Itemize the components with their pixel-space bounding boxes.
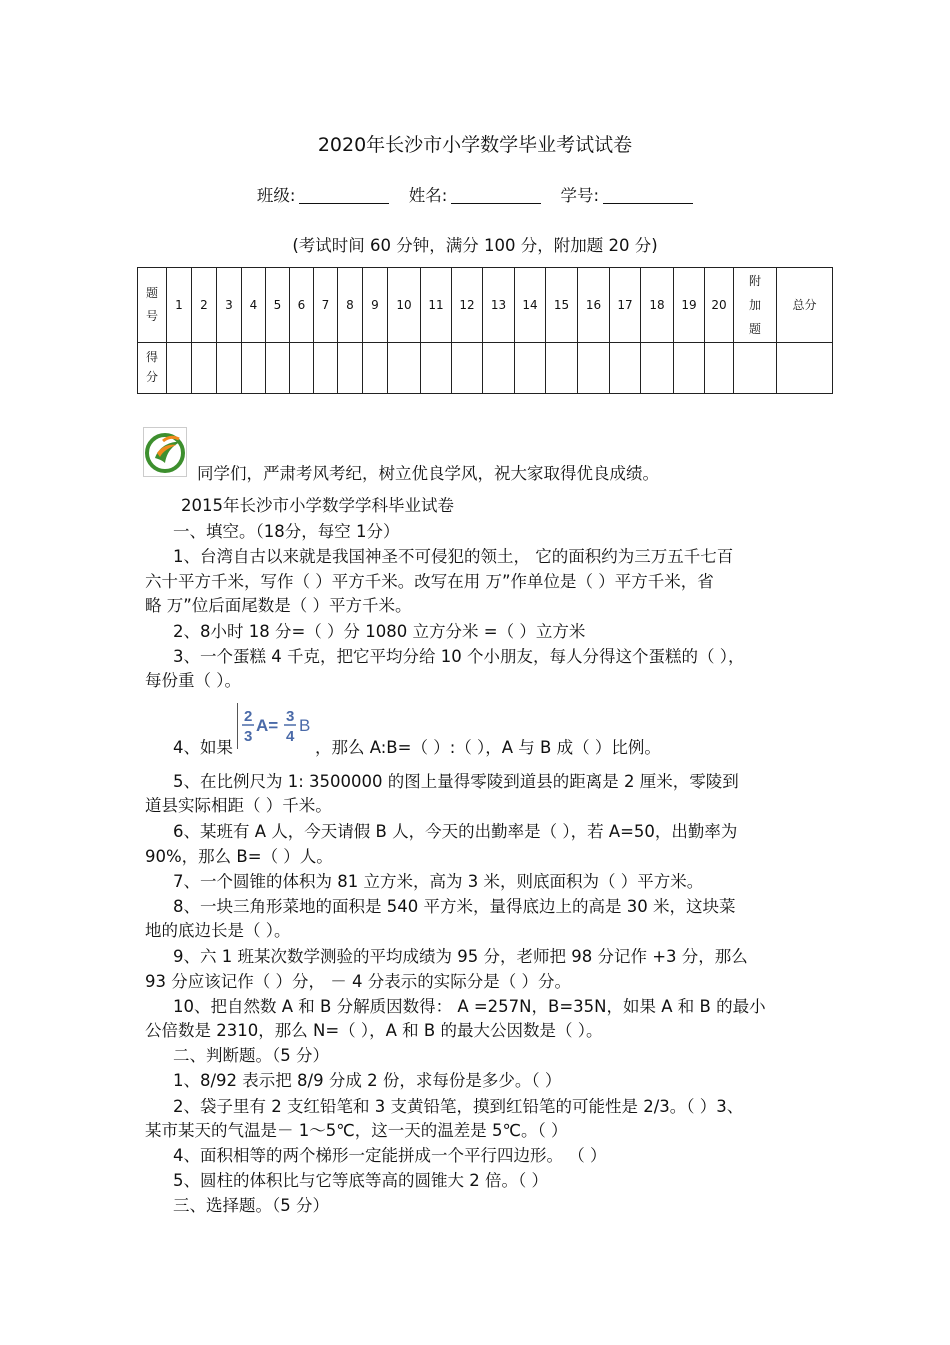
question-1-line-3: 略 万”位后面尾数是（ ）平方千米。 <box>145 596 412 615</box>
question-9-line-2: 93 分应该记作（ ）分， － 4 分表示的实际分是（ ）分。 <box>145 972 571 991</box>
question-4-suffix: ，那么 A:B=（ ）:（ ），A 与 B 成（ ）比例。 <box>315 738 661 757</box>
col-header: 2 <box>192 268 217 343</box>
score-cell[interactable] <box>421 343 452 394</box>
col-header: 11 <box>421 268 452 343</box>
score-cell[interactable] <box>242 343 266 394</box>
question-number-row <box>138 268 833 343</box>
question-1-line-1: 1、台湾自古以来就是我国神圣不可侵犯的领土， 它的面积约为三万五千七百 <box>173 547 734 566</box>
formula-b-variable: B <box>299 716 311 735</box>
sub-title: 2015年长沙市小学数学学科毕业试卷 <box>181 496 454 515</box>
score-cell[interactable] <box>452 343 483 394</box>
name-label: 姓名: <box>408 186 448 205</box>
col-header: 12 <box>452 268 483 343</box>
col-header: 1 <box>167 268 192 343</box>
formula-a-numerator: 2 <box>244 708 253 725</box>
greeting-text: 同学们，严肃考风考纪，树立优良学风，祝大家取得优良成绩。 <box>197 464 659 483</box>
question-8-line-1: 8、一块三角形菜地的面积是 540 平方米，量得底边上的高是 30 米，这块菜 <box>173 897 736 916</box>
id-label: 学号: <box>560 186 600 205</box>
score-cell[interactable] <box>363 343 388 394</box>
judge-4: 4、面积相等的两个梯形一定能拼成一个平行四边形。 （ ） <box>173 1146 607 1165</box>
formula-b-denominator: 4 <box>286 728 295 745</box>
question-5-line-1: 5、在比例尺为 1: 3500000 的图上量得零陵到道县的距离是 2 厘米，零陵到 <box>173 772 739 791</box>
score-cell[interactable] <box>290 343 314 394</box>
score-cell[interactable] <box>167 343 192 394</box>
score-table <box>137 267 833 394</box>
score-cell[interactable] <box>705 343 734 394</box>
exam-time-info: (考试时间 60 分钟，满分 100 分，附加题 20 分) <box>292 236 658 255</box>
judge-2-line-1: 2、袋子里有 2 支红铅笔和 3 支黄铅笔，摸到红铅笔的可能性是 2/3。（ ）3、 <box>173 1097 744 1116</box>
col-header: 13 <box>483 268 515 343</box>
row-label-score: 得分 <box>138 343 167 394</box>
score-cell-extra[interactable] <box>734 343 777 394</box>
question-6-line-1: 6、某班有 A 人，今天请假 B 人，今天的出勤率是（ ），若 A=50，出勤率为 <box>173 822 738 841</box>
class-label: 班级: <box>256 186 296 205</box>
score-cell[interactable] <box>217 343 242 394</box>
score-cell[interactable] <box>546 343 578 394</box>
score-cell[interactable] <box>674 343 705 394</box>
score-cell[interactable] <box>578 343 610 394</box>
score-cell[interactable] <box>266 343 290 394</box>
question-4-prefix: 4、如果 <box>173 738 233 757</box>
question-1-line-2: 六十平方千米，写作（ ）平方千米。改写在用 万”作单位是（ ）平方千米，省 <box>145 572 714 591</box>
name-blank[interactable] <box>451 187 541 204</box>
section-3-heading: 三、选择题。（5 分） <box>173 1196 329 1215</box>
col-header: 16 <box>578 268 610 343</box>
col-header-extra: 附加题 <box>734 268 777 343</box>
row-label-question-number: 题号 <box>138 268 167 343</box>
col-header: 19 <box>674 268 705 343</box>
col-header: 18 <box>641 268 674 343</box>
question-9-line-1: 9、六 1 班某次数学测验的平均成绩为 95 分，老师把 98 分记作 +3 分，那么 <box>173 947 748 966</box>
judge-5: 5、圆柱的体积比与它等底等高的圆锥大 2 倍。（ ） <box>173 1171 548 1190</box>
question-10-line-1: 10、把自然数 A 和 B 分解质因数得： A =257N，B=35N，如果 A 和 B 的最小 <box>173 997 766 1016</box>
section-1-heading: 一、填空。（18分，每空 1分） <box>173 522 400 541</box>
formula-a-variable: A= <box>256 716 279 735</box>
score-cell[interactable] <box>641 343 674 394</box>
col-header: 20 <box>705 268 734 343</box>
student-info-row <box>0 182 950 206</box>
score-cell[interactable] <box>610 343 641 394</box>
col-header: 5 <box>266 268 290 343</box>
score-cell[interactable] <box>388 343 421 394</box>
formula-b-numerator: 3 <box>286 708 295 725</box>
col-header-total: 总分 <box>777 268 833 343</box>
col-header: 3 <box>217 268 242 343</box>
question-2: 2、8小时 18 分=（ ）分 1080 立方分米 =（ ）立方米 <box>173 622 586 641</box>
formula-a-denominator: 3 <box>244 728 253 745</box>
col-header: 14 <box>515 268 546 343</box>
question-3-line-2: 每份重（ ）。 <box>145 671 241 690</box>
question-7: 7、一个圆锥的体积为 81 立方米，高为 3 米，则底面积为（ ）平方米。 <box>173 872 704 891</box>
judge-1: 1、8/92 表示把 8/9 分成 2 份，求每份是多少。（ ） <box>173 1071 562 1090</box>
score-cell[interactable] <box>483 343 515 394</box>
score-cell[interactable] <box>515 343 546 394</box>
school-logo-icon <box>143 427 187 477</box>
col-header: 9 <box>363 268 388 343</box>
question-3-line-1: 3、一个蛋糕 4 千克，把它平均分给 10 个小朋友，每人分得这个蛋糕的（ ）， <box>173 647 745 666</box>
ratio-formula-image <box>237 703 316 749</box>
score-cell-total[interactable] <box>777 343 833 394</box>
judge-2-line-2: 某市某天的气温是－ 1～5℃，这一天的温差是 5℃。（ ） <box>145 1121 568 1140</box>
col-header: 6 <box>290 268 314 343</box>
class-blank[interactable] <box>299 187 389 204</box>
question-5-line-2: 道县实际相距（ ）千米。 <box>145 796 332 815</box>
col-header: 7 <box>314 268 338 343</box>
col-header: 8 <box>338 268 363 343</box>
col-header: 15 <box>546 268 578 343</box>
score-cell[interactable] <box>338 343 363 394</box>
score-row <box>138 343 833 394</box>
question-8-line-2: 地的底边长是（ ）。 <box>145 921 291 940</box>
col-header: 10 <box>388 268 421 343</box>
exam-title: 2020年长沙市小学数学毕业考试试卷 <box>317 134 633 156</box>
question-6-line-2: 90%，那么 B=（ ）人。 <box>145 847 333 866</box>
section-2-heading: 二、判断题。（5 分） <box>173 1046 329 1065</box>
col-header: 4 <box>242 268 266 343</box>
score-cell[interactable] <box>314 343 338 394</box>
score-cell[interactable] <box>192 343 217 394</box>
question-10-line-2: 公倍数是 2310，那么 N=（ ），A 和 B 的最大公因数是（ ）。 <box>145 1021 603 1040</box>
id-blank[interactable] <box>603 187 693 204</box>
col-header: 17 <box>610 268 641 343</box>
